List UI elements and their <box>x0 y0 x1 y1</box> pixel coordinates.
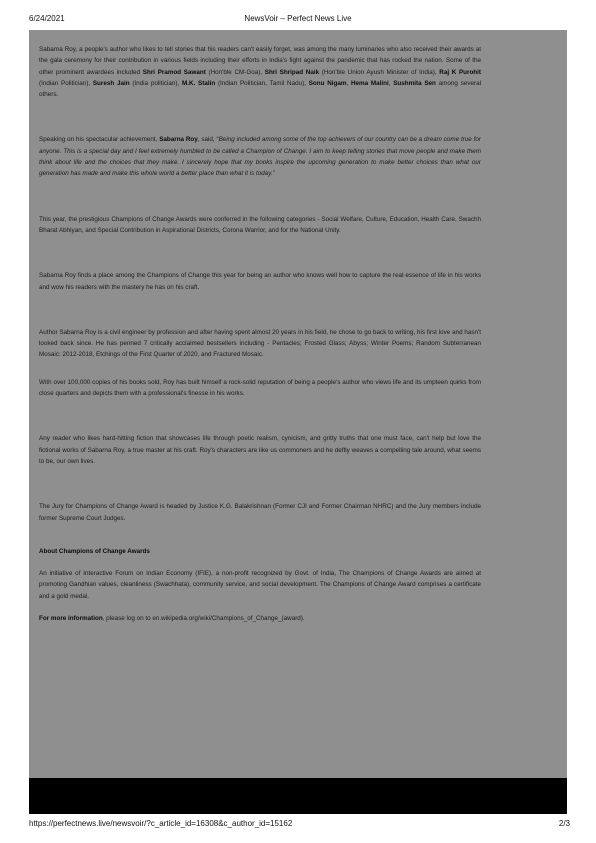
paragraph-categories: This year, the prestigious Champions of Change Awards were conferred in the following categories - Social Welfare, Culture, Education, Health Care, Swachh Bharat Abhiyan, and Special Contribution in Aspirational Districts, Corona Warrior, and for the National Unity. <box>39 215 481 234</box>
about-heading: About Champions of Change Awards <box>39 547 150 555</box>
paragraph-awardees: Sabarna Roy, a people's author who likes to tell stories that his readers can't easily forget, was among the many luminaries who also received their awards at the gala ceremony for their contribution in various fields including their efforts in India's fight against the pandemic that has rocked the nation. Some of the other prominent awardees included Shri Pramod Sawant (Hon'ble CM-Goa), Shri Shripad Naik (Hon'ble Union Ayush Minister of India), Raj K Purohit (Indian Politician), Suresh Jain (India politician), M.K. Stalin (Indian Politician, Tamil Nadu), Sonu Nigam, Hema Malini, Sushmita Sen among several others. <box>39 46 481 99</box>
print-page-title: NewsVoir – Perfect News Live <box>244 14 352 23</box>
awardee-name: M.K. Stalin <box>181 79 216 87</box>
print-date: 6/24/2021 <box>29 14 65 23</box>
awardee-name: Suresh Jain <box>92 79 130 87</box>
paragraph-fiction: Any reader who likes hard-hitting fiction that showcases life through poetic realism, cynicism, and gritty truths that one must face, can't help but love the fictional works of Sabarna Roy, a true master at his craft. Roy's characters are like us commoners and he deftly weaves a compelling tale around, what seems to be, our own lives. <box>39 435 481 465</box>
paragraph-quote: Speaking on his spectacular achievement, Sabarna Roy, said, “Being included among some of the top achievers of our country can be a dream come true for anyone. This is a special day and I feel extremely humbled to be called a Champion of Change. I aim to keep telling stories that move people and make them think about life and the choices that they make. I sincerely hope that my books inspire the upcoming generation to make better choices than what our generation has made and make this whole world a better place than what it is today.” <box>39 136 481 178</box>
wikipedia-link[interactable]: en.wikipedia.org/wiki/Champions_of_Change_(award) <box>152 615 303 623</box>
awardee-name: Hema Malini <box>350 79 389 87</box>
author-quote: Being included among some of the top achievers of our country can be a dream come true for anyone. This is a special day and I feel extremely humbled to be called a Champion of Change. I aim to keep telling stories that move people and make them think about life and the choices that they make. I sincerely hope that my books inspire the upcoming generation to make better choices than what our generation has made and make this whole world a better place than what it is today. <box>39 136 481 178</box>
paragraph-champion: Sabarna Roy finds a place among the Champions of Change this year for being an author who knows well how to capture the real essence of life in his works and wow his readers with the mastery he has on his craft. <box>39 272 481 291</box>
author-name: Sabarna Roy <box>159 136 198 144</box>
awardee-name: Raj K Purohit <box>439 68 481 76</box>
awardee-name: Shri Pramod Sawant <box>142 68 206 76</box>
article-panel <box>29 30 567 814</box>
paragraph-more-info: For more information, please log on to en.wikipedia.org/wiki/Champions_of_Change_(award). <box>39 615 305 623</box>
print-url: https://perfectnews.live/newsvoir/?c_article_id=16308&c_author_id=15162 <box>29 819 293 828</box>
paragraph-jury: The Jury for Champions of Change Award is headed by Justice K.G. Balakrishnan (Former CJI and Former Chairman NHRC) and the Jury members include former Supreme Court Judges. <box>39 503 481 522</box>
article-body <box>39 44 481 624</box>
bottom-black-bar <box>29 778 567 814</box>
awardee-name: Sushmita Sen <box>393 79 436 87</box>
print-header <box>0 13 596 25</box>
paragraph-sales: With over 100,000 copies of his books sold, Roy has built himself a rock-solid reputation of being a people's author who views life and its umpteen quirks from close quarters and depicts them with a professional's finesse in his works. <box>39 378 481 398</box>
paragraph-about: An initiative of Interactive Forum on Indian Economy (IFIE), a non-profit recognized by Govt. of India, The Champions of Change Awards are aimed at promoting Gandhian values, cleanliness (Swachhata), community service, and social development. The Champions of Change Award comprises a certificate and a gold medal. <box>39 570 481 600</box>
print-footer <box>0 818 596 830</box>
awardee-name: Shri Shripad Naik <box>264 68 320 76</box>
paragraph-author-bio: Author Sabarna Roy is a civil engineer by profession and after having spent almost 20 years in his field, he chose to go back to writing, his first love and hasn't looked back since. He has penned 7 critically acclaimed bestsellers including - Pentacles; Frosted Glass; Abyss; Winter Poems; Random Subterranean Mosaic: 2012-2018, Etchings of the First Quarter of 2020, and Fractured Mosaic. <box>39 328 481 359</box>
page-number: 2/3 <box>558 819 570 828</box>
awardee-name: Sonu Nigam <box>308 79 347 87</box>
